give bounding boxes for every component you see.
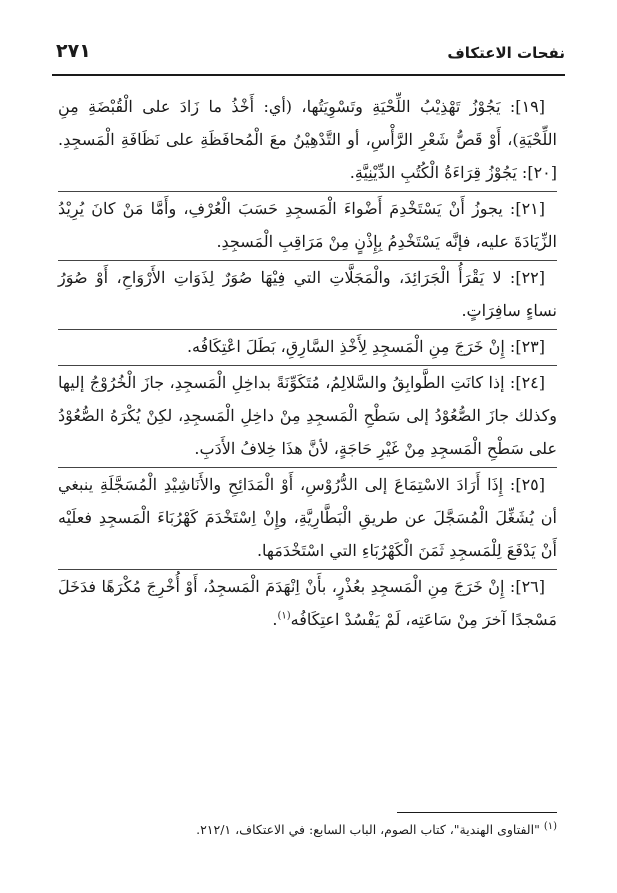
paragraph-26-end: . <box>272 610 278 629</box>
paragraph-24: [٢٤]: إذا كانَتِ الطَّوابِقُ والسَّلالِمُ، مُتَكَوِّنَةً بداخِلِ الْمَسجِدِ، جازَ الْخُرُوْجُ إليها وكذلك جازَ الصُّعُوْدُ إلى سَطْحِ الْمَسجِدِ مِنْ داخِلِ الْمَسجِدِ، لكِنْ يُكْرَهُ الصُّعُوْدُ على سَطْحِ الْمَسجِدِ مِنْ غَيْرِ حَاجَةٍ، لأنَّ هذَا خِلافُ الأَدَبِ. <box>58 365 557 465</box>
paragraph-23: [٢٣]: إِنْ خَرَجَ مِنِ الْمَسجِدِ لِأَخْذِ السَّارِقِ، بَطَلَ اعْتِكَافُه. <box>58 329 557 363</box>
paragraph-25: [٢٥]: إِذَا أَرَادَ الاسْتِمَاعَ إلى الدُّرُوْسِ، أَوْ الْمَدَائِحِ والأَنَاشِيْدِ الْمُسَجَّلَةِ ينبغي أن يُشَغِّلَ الْمُسَجَّلَ عن طريقِ الْبَطَّارِيَّةِ، وإِنْ اِسْتَخْدَمَ كَهْرُبَاءَ الْمَسجِدِ فعلَيْه أَنْ يَدْفَعَ لِلْمَسجِدِ ثَمَنَ الْكَهْرُبَاءِ التي اسْتَخْدَمَها. <box>58 467 557 567</box>
page-number: ٢٧١ <box>56 40 91 62</box>
footnote <box>58 820 557 840</box>
footnote-text: "الفتاوى الهندية"، كتاب الصوم، الباب السابع: في الاعتكاف، ٢١٢/١. <box>196 822 540 837</box>
paragraph-26-text: [٢٦]: إِنْ خَرَجَ مِنِ الْمَسجِدِ بعُذْرٍ، بأَنْ اِنْهَدَمَ الْمَسجِدُ، أَوْ أُخْرِجَ مُكْرَهًا فدَخَلَ مَسْجدًا آخرَ مِنْ سَاعَتِه، لَمْ يَفْسُدْ اعتِكَافُه <box>58 577 557 629</box>
running-title: نفحات الاعتكاف <box>447 44 565 62</box>
header-divider <box>52 74 565 76</box>
footnote-divider <box>397 812 557 813</box>
paragraph-19-20: [١٩]: يَجُوْزُ تَهْذِيْبُ اللِّحْيَةِ وتَسْوِيَتُها، (أي: أَخْذُ ما زَادَ على الْقُبْضَةِ مِنِ اللِّحْيَةِ)، أَوْ قَصُّ شَعْرِ الرَّأْسِ، أو التَّدْهِيْنُ معَ الْمُحافَظَةِ على نَظَافَةِ الْمَسجِدِ. [٢٠]: يَجُوْزُ قِرَاءَةُ الْكُتُبِ الدِّيْنِيَّةِ. <box>58 97 557 182</box>
page-header <box>56 40 565 70</box>
main-text <box>58 90 557 638</box>
paragraph-22: [٢٢]: لا يَقْرَأُ الْجَرَائِدَ، والْمَجَلَّاتِ التي فِيْهَا صُوَرٌ لِذَوَاتِ الأَرْوَاحِ، أَوْ صُوَرُ نساءٍ سافِرَاتٍ. <box>58 260 557 327</box>
paragraph-21: [٢١]: يجوزُ أَنْ يَسْتَخْدِمَ أَضْواءَ الْمَسجِدِ حَسَبَ الْعُرْفِ، وأَمَّا مَنْ كانَ يُرِيْدُ الزِّيَادَةَ عليه، فإنَّه يَسْتَخْدِمُ بِإِذْنٍ مِنْ مَرَاقِبِ الْمَسجِدِ. <box>58 191 557 258</box>
paragraph-26 <box>58 569 557 636</box>
footnote-reference: (١) <box>277 610 291 622</box>
footnote-marker: (١) <box>543 820 557 832</box>
